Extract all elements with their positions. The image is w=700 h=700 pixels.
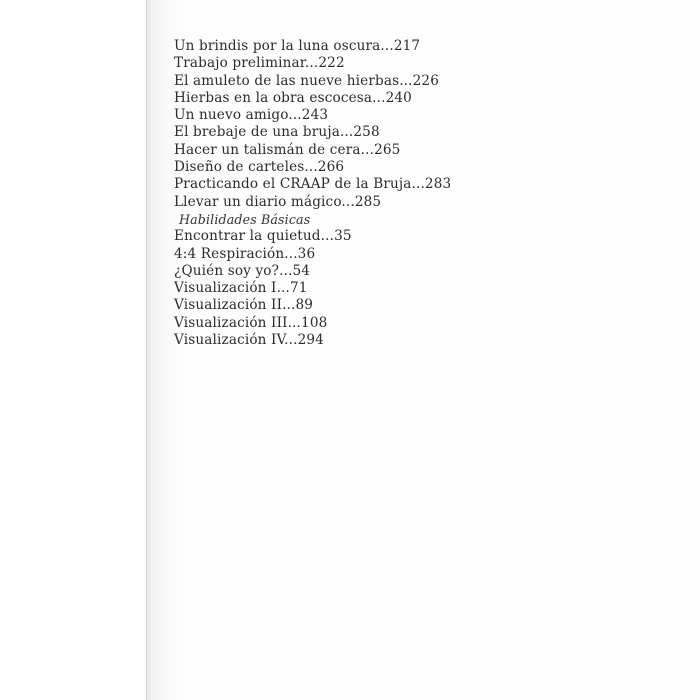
toc-entry: ¿Quién soy yo?...54 — [174, 262, 311, 279]
page-edge — [146, 0, 147, 700]
toc-entry: El amuleto de las nueve hierbas...226 — [174, 72, 440, 89]
toc-entry: Visualización I...71 — [174, 280, 308, 297]
toc-entry: Un nuevo amigo...243 — [174, 107, 329, 124]
toc-entry: Visualización III...108 — [174, 314, 328, 331]
toc-entry: Trabajo preliminar...222 — [174, 55, 345, 72]
toc-entry: Un brindis por la luna oscura...217 — [174, 38, 421, 54]
toc-entry: Llevar un diario mágico...285 — [174, 193, 382, 210]
toc-entry: Hacer un talismán de cera...265 — [174, 141, 401, 158]
section-heading: Habilidades Básicas — [179, 211, 311, 227]
toc-entry: Hierbas en la obra escocesa...240 — [174, 89, 412, 106]
table-of-contents — [174, 38, 574, 349]
toc-entry: 4:4 Respiración...36 — [174, 245, 316, 262]
left-margin — [0, 0, 146, 700]
toc-entry: Diseño de carteles...266 — [174, 159, 345, 176]
toc-entry: Practicando el CRAAP de la Bruja...283 — [174, 176, 452, 193]
toc-entry: El brebaje de una bruja...258 — [174, 124, 380, 141]
toc-entry: Visualización II...89 — [174, 297, 314, 314]
toc-entry: Encontrar la quietud...35 — [174, 228, 352, 245]
toc-entry: Visualización IV...294 — [174, 332, 324, 349]
